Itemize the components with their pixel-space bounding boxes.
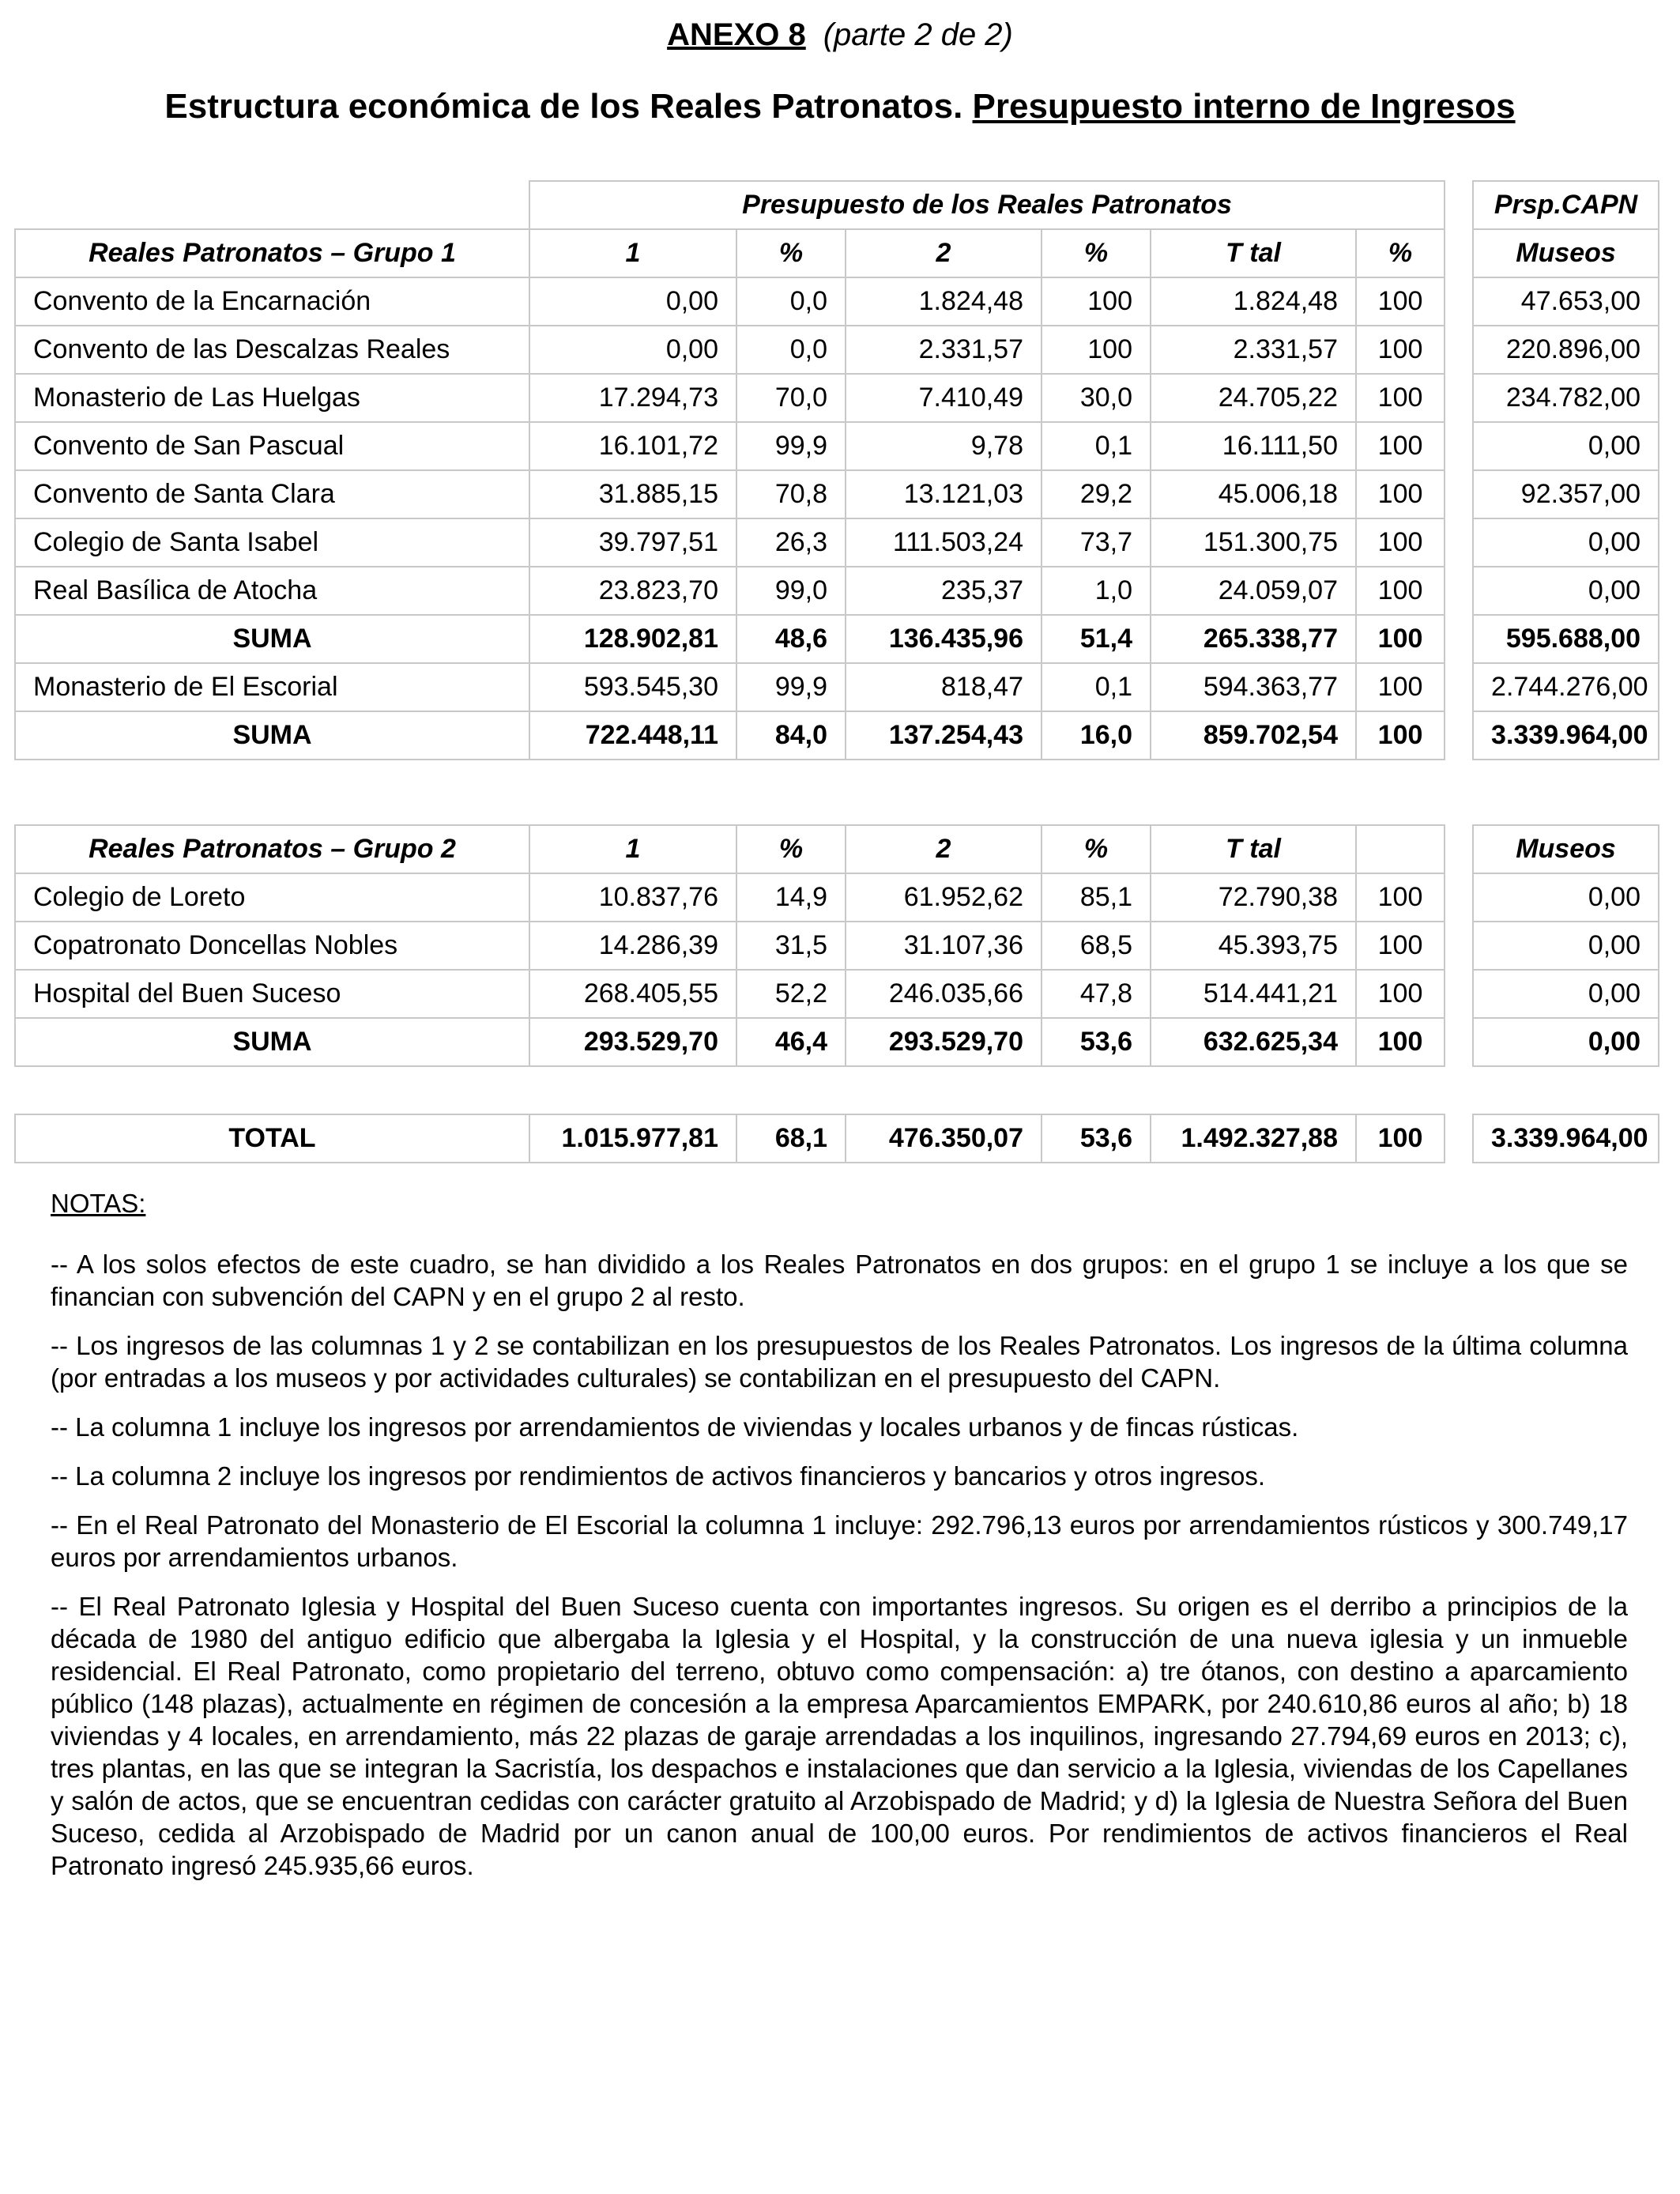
total-value: 151.300,75 <box>1151 518 1356 567</box>
museos-value: 0,00 <box>1473 970 1659 1018</box>
row-label: Convento de San Pascual <box>15 422 529 470</box>
table-row <box>15 663 1659 711</box>
col2-value: 13.121,03 <box>846 470 1042 518</box>
museos-value: 0,00 <box>1473 873 1659 922</box>
group-title: Reales Patronatos – Grupo 1 <box>15 229 529 277</box>
museos-value: 2.744.276,00 <box>1473 663 1659 711</box>
col1-value: 1.015.977,81 <box>529 1114 736 1163</box>
column-header: T tal <box>1151 229 1356 277</box>
total-value: 632.625,34 <box>1151 1018 1356 1066</box>
column-header: % <box>736 825 846 873</box>
note-paragraph: -- El Real Patronato Iglesia y Hospital del Buen Suceso cuenta con importantes ingresos. Su origen es el derribo a principios de la década de 1980 del antiguo edificio que albergaba la Iglesia y el Hospital, y la construcción de una nueva iglesia y un inmueble residencial. El Real Patronato, como propietario del terreno, obtuvo como compensación: a) tre ótanos, con destino a aparcamiento público (148 plazas), actualmente en régimen de concesión a la empresa Aparcamientos EMPARK, por 240.610,86 euros al año; b) 18 viviendas y 4 locales, en arrendamiento, más 22 plazas de garaje arrendadas a los inquilinos, ingresando 27.794,69 euros en 2013; c), tres plantas, en las que se integran la Sacristía, los despachos e instalaciones que dan servicio a la Iglesia, viviendas de los Capellanes y salón de actos, que se encuentran cedidas con carácter gratuito al Arzobispado de Madrid; y d) la Iglesia de Nuestra Señora del Buen Suceso, cedida al Arzobispado de Madrid por un canon anual de 100,00 euros. Por rendimientos de activos financieros el Real Patronato ingresó 245.935,66 euros. <box>51 1592 1628 1880</box>
total-table <box>14 1114 1659 1163</box>
col1-percent: 0,0 <box>736 277 846 326</box>
gap-cell <box>1445 326 1473 374</box>
note-paragraph: -- En el Real Patronato del Monasterio de El Escorial la columna 1 incluye: 292.796,13 euros por arrendamientos rústicos y 300.749,17 euros por arrendamientos urbanos. <box>51 1510 1628 1572</box>
col2-percent: 0,1 <box>1042 422 1151 470</box>
museos-value: 0,00 <box>1473 1018 1659 1066</box>
total-percent: 100 <box>1356 663 1445 711</box>
table-row <box>15 422 1659 470</box>
col1-percent: 99,9 <box>736 422 846 470</box>
row-label: Monasterio de Las Huelgas <box>15 374 529 422</box>
total-value: 514.441,21 <box>1151 970 1356 1018</box>
total-value: 594.363,77 <box>1151 663 1356 711</box>
total-percent: 100 <box>1356 615 1445 663</box>
col1-percent: 70,8 <box>736 470 846 518</box>
col2-value: 7.410,49 <box>846 374 1042 422</box>
col2-value: 137.254,43 <box>846 711 1042 760</box>
row-label: SUMA <box>15 711 529 760</box>
notes-title: NOTAS: <box>51 1189 146 1218</box>
gap-cell <box>1445 181 1473 229</box>
column-header: T tal <box>1151 825 1356 873</box>
column-header: 2 <box>846 825 1042 873</box>
museos-value: 0,00 <box>1473 567 1659 615</box>
col1-percent: 26,3 <box>736 518 846 567</box>
total-percent: 100 <box>1356 970 1445 1018</box>
col2-percent: 100 <box>1042 326 1151 374</box>
table-row <box>15 277 1659 326</box>
super-header-row <box>15 181 1659 229</box>
total-value: 2.331,57 <box>1151 326 1356 374</box>
gap-cell <box>1445 970 1473 1018</box>
col1-value: 16.101,72 <box>529 422 736 470</box>
gap-cell <box>1445 470 1473 518</box>
col1-percent: 99,0 <box>736 567 846 615</box>
museos-value: 234.782,00 <box>1473 374 1659 422</box>
col1-value: 128.902,81 <box>529 615 736 663</box>
col1-percent: 0,0 <box>736 326 846 374</box>
col2-percent: 0,1 <box>1042 663 1151 711</box>
col2-value: 9,78 <box>846 422 1042 470</box>
gap-cell <box>1445 1114 1473 1163</box>
total-percent: 100 <box>1356 711 1445 760</box>
gap-cell <box>1445 422 1473 470</box>
row-label: Colegio de Santa Isabel <box>15 518 529 567</box>
total-value: 45.006,18 <box>1151 470 1356 518</box>
annex-title <box>0 11 1680 58</box>
table-row <box>15 518 1659 567</box>
total-percent: 100 <box>1356 1114 1445 1163</box>
museos-value: 92.357,00 <box>1473 470 1659 518</box>
museos-value: 0,00 <box>1473 922 1659 970</box>
col2-percent: 1,0 <box>1042 567 1151 615</box>
empty-corner <box>15 181 529 229</box>
col2-value: 235,37 <box>846 567 1042 615</box>
note-paragraph: -- A los solos efectos de este cuadro, se han dividido a los Reales Patronatos en dos grupos: en el grupo 1 se incluye a los que se financian con subvención del CAPN y en el grupo 2 al resto. <box>51 1250 1628 1311</box>
total-percent: 100 <box>1356 277 1445 326</box>
row-label: SUMA <box>15 615 529 663</box>
total-value: 45.393,75 <box>1151 922 1356 970</box>
col2-value: 136.435,96 <box>846 615 1042 663</box>
col2-value: 818,47 <box>846 663 1042 711</box>
annex-number: ANEXO 8 <box>667 17 806 52</box>
museos-header: Museos <box>1473 229 1659 277</box>
col1-percent: 52,2 <box>736 970 846 1018</box>
notes-section <box>51 1187 1628 1898</box>
column-header: % <box>1042 229 1151 277</box>
col2-percent: 68,5 <box>1042 922 1151 970</box>
col1-value: 17.294,73 <box>529 374 736 422</box>
col2-percent: 30,0 <box>1042 374 1151 422</box>
table-row <box>15 470 1659 518</box>
row-label: Monasterio de El Escorial <box>15 663 529 711</box>
column-header: % <box>736 229 846 277</box>
col1-value: 293.529,70 <box>529 1018 736 1066</box>
col2-percent: 53,6 <box>1042 1018 1151 1066</box>
sum-row <box>15 711 1659 760</box>
museos-value: 220.896,00 <box>1473 326 1659 374</box>
gap-cell <box>1445 873 1473 922</box>
column-header: 2 <box>846 229 1042 277</box>
total-value: 24.059,07 <box>1151 567 1356 615</box>
col2-percent: 47,8 <box>1042 970 1151 1018</box>
total-value: 265.338,77 <box>1151 615 1356 663</box>
column-header: 1 <box>529 825 736 873</box>
table-row <box>15 374 1659 422</box>
gap-cell <box>1445 277 1473 326</box>
total-percent: 100 <box>1356 922 1445 970</box>
header-row <box>15 825 1659 873</box>
col1-percent: 14,9 <box>736 873 846 922</box>
col2-percent: 29,2 <box>1042 470 1151 518</box>
col2-value: 61.952,62 <box>846 873 1042 922</box>
col1-value: 10.837,76 <box>529 873 736 922</box>
col2-percent: 100 <box>1042 277 1151 326</box>
col1-percent: 99,9 <box>736 663 846 711</box>
col1-value: 0,00 <box>529 277 736 326</box>
total-percent: 100 <box>1356 470 1445 518</box>
total-percent: 100 <box>1356 326 1445 374</box>
group2-table <box>14 824 1659 1067</box>
row-label: Real Basílica de Atocha <box>15 567 529 615</box>
sum-row <box>15 1114 1659 1163</box>
col1-value: 31.885,15 <box>529 470 736 518</box>
group1-table <box>14 180 1659 760</box>
col2-value: 1.824,48 <box>846 277 1042 326</box>
table-row <box>15 970 1659 1018</box>
gap-cell <box>1445 567 1473 615</box>
col2-value: 246.035,66 <box>846 970 1042 1018</box>
col2-value: 476.350,07 <box>846 1114 1042 1163</box>
museos-header: Museos <box>1473 825 1659 873</box>
sum-row <box>15 615 1659 663</box>
gap-cell <box>1445 922 1473 970</box>
museos-value: 3.339.964,00 <box>1473 711 1659 760</box>
col2-percent: 73,7 <box>1042 518 1151 567</box>
note-paragraph: -- Los ingresos de las columnas 1 y 2 se contabilizan en los presupuestos de los Reales Patronatos. Los ingresos de la última columna (por entradas a los museos y por actividades culturales) se contabilizan en el presupuesto del CAPN. <box>51 1331 1628 1393</box>
total-percent: 100 <box>1356 518 1445 567</box>
col1-percent: 84,0 <box>736 711 846 760</box>
total-value: 1.492.327,88 <box>1151 1114 1356 1163</box>
col2-percent: 53,6 <box>1042 1114 1151 1163</box>
gap-cell <box>1445 825 1473 873</box>
col1-percent: 70,0 <box>736 374 846 422</box>
total-percent: 100 <box>1356 873 1445 922</box>
note-paragraph: -- La columna 2 incluye los ingresos por rendimientos de activos financieros y bancarios y otros ingresos. <box>51 1461 1266 1491</box>
col1-percent: 46,4 <box>736 1018 846 1066</box>
column-header <box>1356 825 1445 873</box>
col2-percent: 51,4 <box>1042 615 1151 663</box>
total-value: 24.705,22 <box>1151 374 1356 422</box>
table-row <box>15 567 1659 615</box>
gap-cell <box>1445 663 1473 711</box>
col1-value: 593.545,30 <box>529 663 736 711</box>
group-title: Reales Patronatos – Grupo 2 <box>15 825 529 873</box>
museos-value: 595.688,00 <box>1473 615 1659 663</box>
column-header: 1 <box>529 229 736 277</box>
col1-value: 0,00 <box>529 326 736 374</box>
museos-value: 47.653,00 <box>1473 277 1659 326</box>
header-row <box>15 229 1659 277</box>
row-label: Convento de Santa Clara <box>15 470 529 518</box>
col2-value: 111.503,24 <box>846 518 1042 567</box>
table-row <box>15 873 1659 922</box>
column-header: % <box>1356 229 1445 277</box>
row-label: Convento de las Descalzas Reales <box>15 326 529 374</box>
col1-percent: 48,6 <box>736 615 846 663</box>
column-header: % <box>1042 825 1151 873</box>
row-label: Hospital del Buen Suceso <box>15 970 529 1018</box>
gap-cell <box>1445 518 1473 567</box>
col1-value: 39.797,51 <box>529 518 736 567</box>
note-paragraph: -- La columna 1 incluye los ingresos por arrendamientos de viviendas y locales urbanos y de fincas rústicas. <box>51 1412 1299 1442</box>
museos-value: 3.339.964,00 <box>1473 1114 1659 1163</box>
sum-row <box>15 1018 1659 1066</box>
total-value: 16.111,50 <box>1151 422 1356 470</box>
super-header: Presupuesto de los Reales Patronatos <box>529 181 1445 229</box>
total-percent: 100 <box>1356 1018 1445 1066</box>
col1-percent: 68,1 <box>736 1114 846 1163</box>
col2-value: 293.529,70 <box>846 1018 1042 1066</box>
total-value: 72.790,38 <box>1151 873 1356 922</box>
col1-value: 14.286,39 <box>529 922 736 970</box>
museos-value: 0,00 <box>1473 422 1659 470</box>
col2-percent: 85,1 <box>1042 873 1151 922</box>
total-percent: 100 <box>1356 422 1445 470</box>
annex-part: (parte 2 de 2) <box>823 17 1013 52</box>
total-percent: 100 <box>1356 567 1445 615</box>
row-label: Copatronato Doncellas Nobles <box>15 922 529 970</box>
col2-value: 31.107,36 <box>846 922 1042 970</box>
table-row <box>15 922 1659 970</box>
gap-cell <box>1445 1018 1473 1066</box>
col1-value: 23.823,70 <box>529 567 736 615</box>
subtitle-underlined: Presupuesto interno de Ingresos <box>972 87 1516 126</box>
capn-header: Prsp.CAPN <box>1473 181 1659 229</box>
gap-cell <box>1445 711 1473 760</box>
total-percent: 100 <box>1356 374 1445 422</box>
col1-value: 722.448,11 <box>529 711 736 760</box>
gap-cell <box>1445 615 1473 663</box>
table-row <box>15 326 1659 374</box>
col2-percent: 16,0 <box>1042 711 1151 760</box>
row-label: Convento de la Encarnación <box>15 277 529 326</box>
total-value: 1.824,48 <box>1151 277 1356 326</box>
gap-cell <box>1445 229 1473 277</box>
row-label: Colegio de Loreto <box>15 873 529 922</box>
gap-cell <box>1445 374 1473 422</box>
col2-value: 2.331,57 <box>846 326 1042 374</box>
col1-percent: 31,5 <box>736 922 846 970</box>
document-subtitle <box>0 79 1680 134</box>
total-value: 859.702,54 <box>1151 711 1356 760</box>
row-label: TOTAL <box>15 1114 529 1163</box>
col1-value: 268.405,55 <box>529 970 736 1018</box>
row-label: SUMA <box>15 1018 529 1066</box>
subtitle-main: Estructura económica de los Reales Patronatos. <box>164 87 973 126</box>
museos-value: 0,00 <box>1473 518 1659 567</box>
